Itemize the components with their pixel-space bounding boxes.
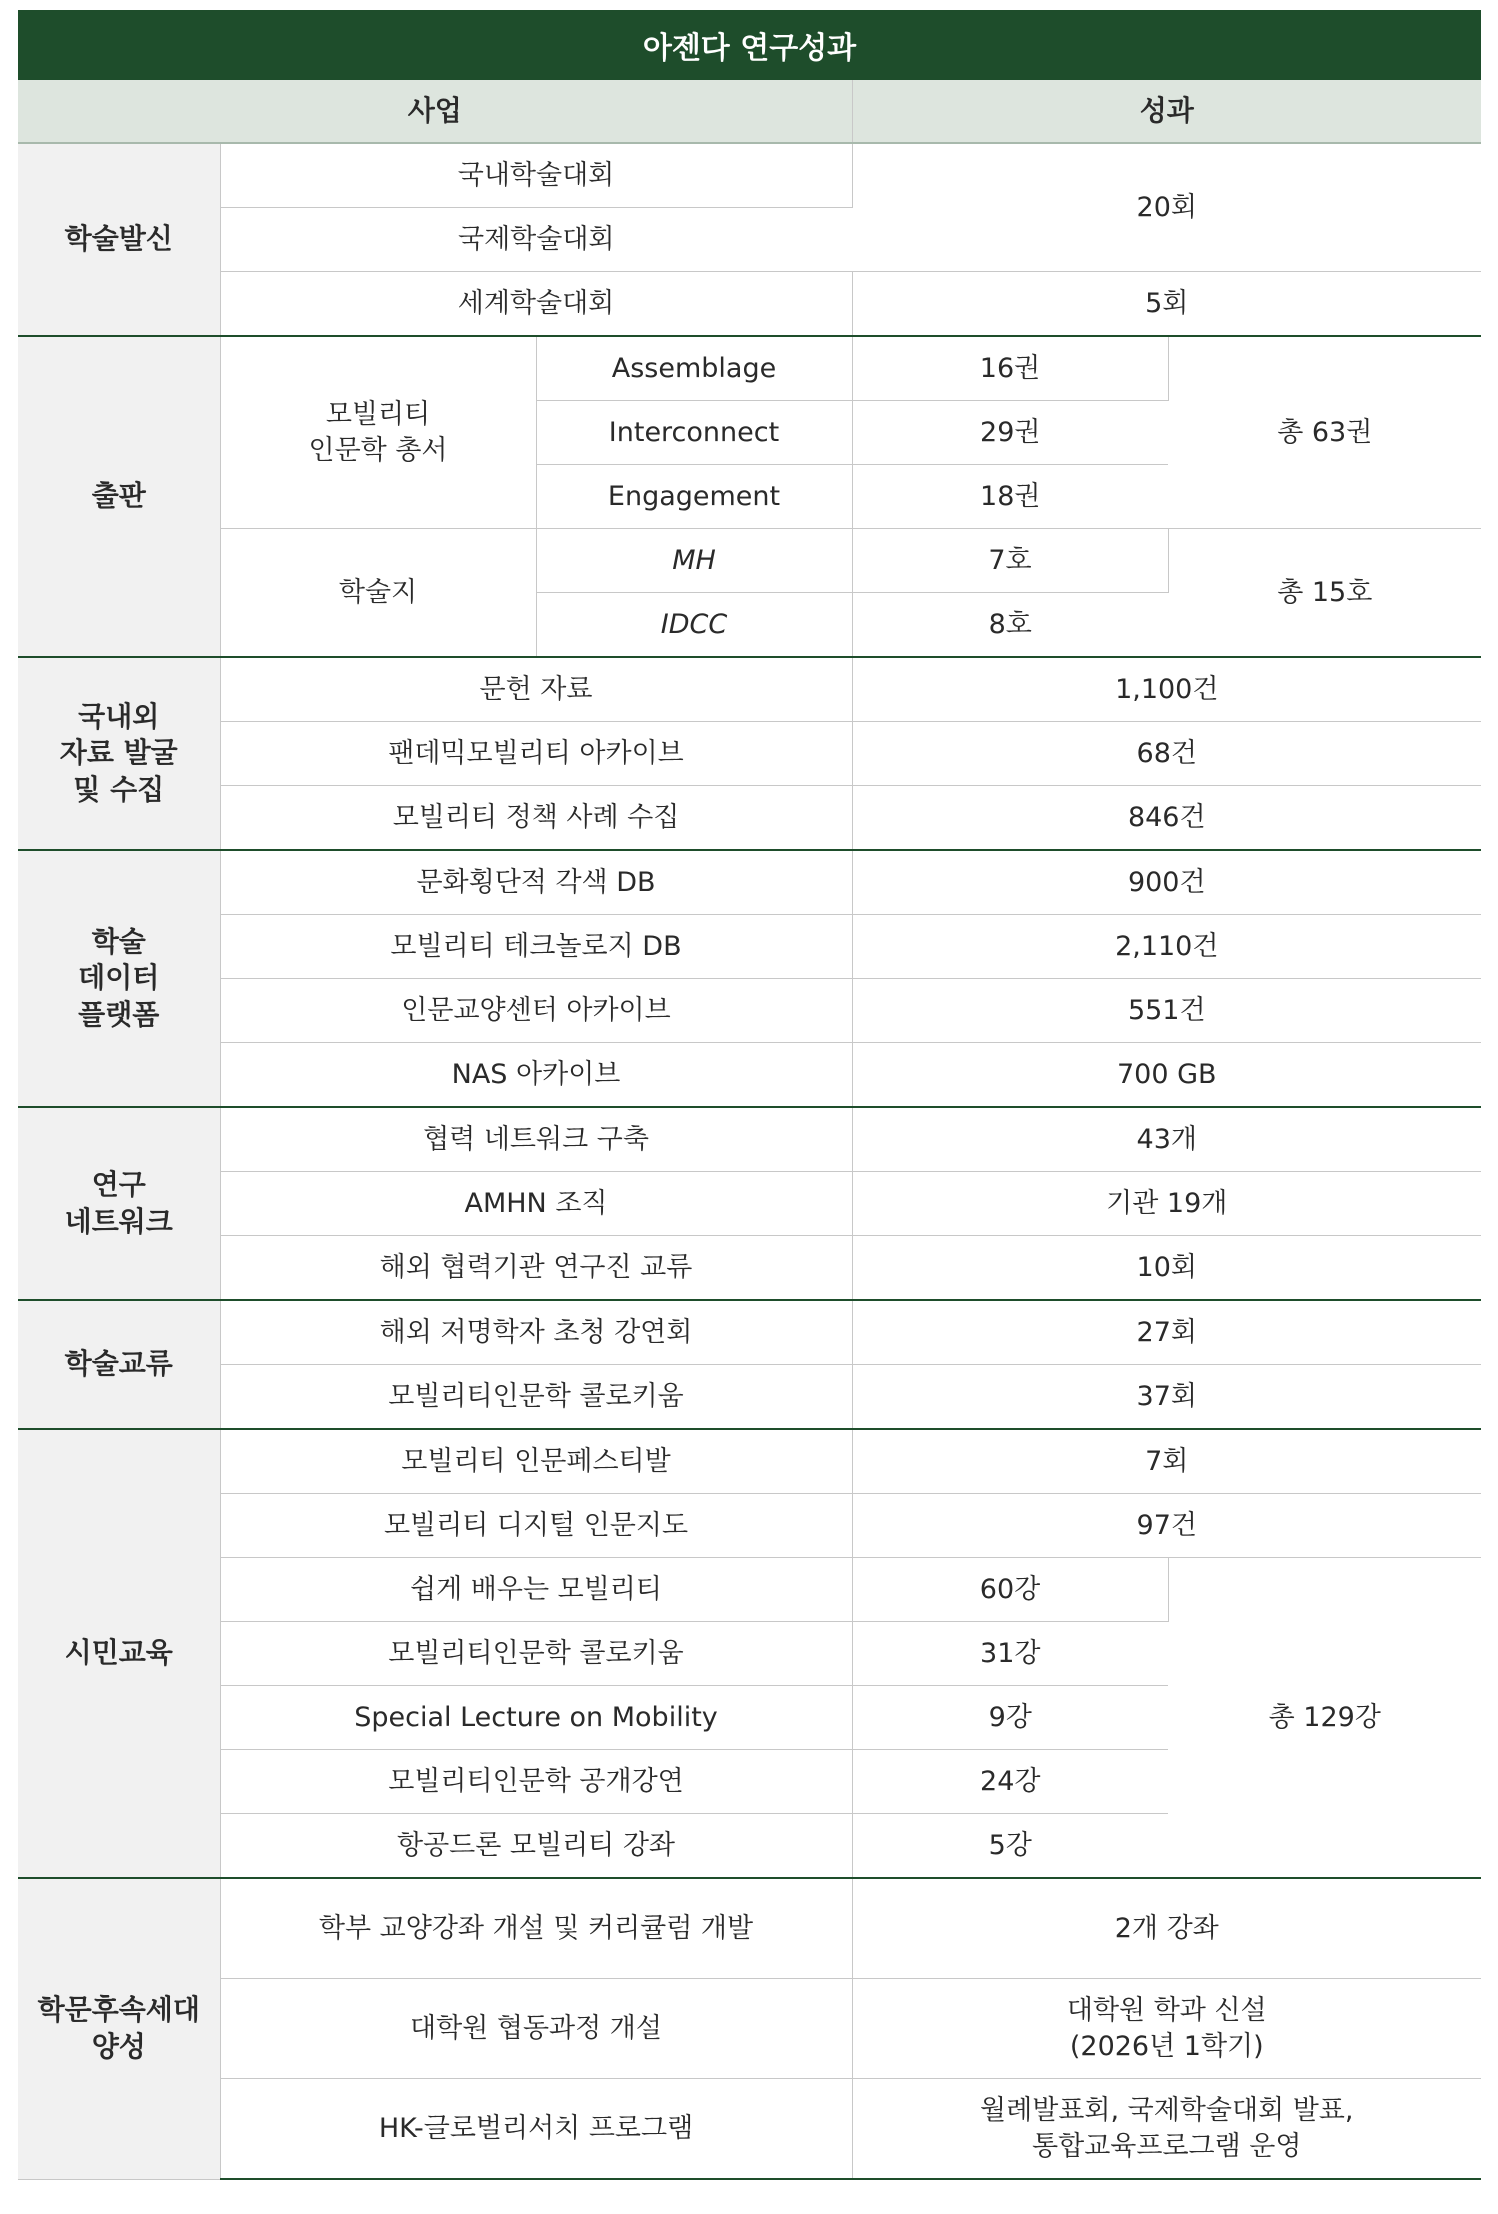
- row-label: 해외 협력기관 연구진 교류: [220, 1236, 852, 1301]
- table-row: [18, 657, 1481, 722]
- row-label: 문헌 자료: [220, 657, 852, 722]
- lecture-label: 항공드론 모빌리티 강좌: [220, 1814, 852, 1879]
- row-value: 900건: [852, 850, 1481, 915]
- row-value: 97건: [852, 1494, 1481, 1558]
- row-value: 27회: [852, 1300, 1481, 1365]
- lectures-total: 총 129강: [1168, 1558, 1481, 1879]
- row-label: 대학원 협동과정 개설: [220, 1979, 852, 2079]
- series-total: 총 63권: [1168, 336, 1481, 529]
- row-label: HK-글로벌리서치 프로그램: [220, 2079, 852, 2180]
- table-row: [18, 722, 1481, 786]
- item-label: Engagement: [536, 465, 852, 529]
- row-label: 인문교양센터 아카이브: [220, 979, 852, 1043]
- header-result: 성과: [852, 80, 1481, 143]
- item-label: IDCC: [536, 593, 852, 658]
- lecture-value: 24강: [852, 1750, 1168, 1814]
- table-row: [18, 1172, 1481, 1236]
- item-label: Interconnect: [536, 401, 852, 465]
- category-data-collection: 국내외 자료 발굴 및 수집: [18, 657, 220, 850]
- row-value: 551건: [852, 979, 1481, 1043]
- row-value: 대학원 학과 신설 (2026년 1학기): [852, 1979, 1481, 2079]
- row-value: 5회: [852, 272, 1481, 337]
- row-value: 7회: [852, 1429, 1481, 1494]
- header-project: 사업: [18, 80, 852, 143]
- lecture-label: 모빌리티인문학 공개강연: [220, 1750, 852, 1814]
- table-row: [18, 1979, 1481, 2079]
- item-value: 7호: [852, 529, 1168, 593]
- lecture-label: 쉽게 배우는 모빌리티: [220, 1558, 852, 1622]
- row-label: 학부 교양강좌 개설 및 커리큘럼 개발: [220, 1878, 852, 1979]
- header-row: [18, 80, 1481, 143]
- row-value: 2개 강좌: [852, 1878, 1481, 1979]
- row-value: 월례발표회, 국제학술대회 발표, 통합교육프로그램 운영: [852, 2079, 1481, 2180]
- subcategory-series: 모빌리티 인문학 총서: [220, 336, 536, 529]
- category-publication: 출판: [18, 336, 220, 657]
- lecture-label: 모빌리티인문학 콜로키움: [220, 1622, 852, 1686]
- row-value: 기관 19개: [852, 1172, 1481, 1236]
- row-label: 세계학술대회: [220, 272, 852, 337]
- row-label: 모빌리티 디지털 인문지도: [220, 1494, 852, 1558]
- row-label: 국내학술대회: [220, 143, 852, 208]
- table-row: [18, 1878, 1481, 1979]
- table-row: [18, 979, 1481, 1043]
- item-value: 8호: [852, 593, 1168, 658]
- row-label: 국제학술대회: [220, 208, 852, 272]
- table-row: [18, 1558, 1481, 1622]
- row-label: 해외 저명학자 초청 강연회: [220, 1300, 852, 1365]
- row-value-merged: 20회: [852, 143, 1481, 272]
- table-row: [18, 1107, 1481, 1172]
- table-row: [18, 850, 1481, 915]
- row-label: 팬데믹모빌리티 아카이브: [220, 722, 852, 786]
- row-value: 700 GB: [852, 1043, 1481, 1108]
- item-label: MH: [536, 529, 852, 593]
- results-table-container: [18, 10, 1481, 2180]
- table-row: [18, 2079, 1481, 2180]
- results-table: [18, 80, 1481, 2180]
- row-label: 모빌리티 정책 사례 수집: [220, 786, 852, 851]
- lecture-value: 5강: [852, 1814, 1168, 1879]
- row-label: 협력 네트워크 구축: [220, 1107, 852, 1172]
- row-value: 68건: [852, 722, 1481, 786]
- item-value: 29권: [852, 401, 1168, 465]
- table-title: 아젠다 연구성과: [18, 10, 1481, 80]
- table-row: [18, 1429, 1481, 1494]
- row-label: 모빌리티 인문페스티발: [220, 1429, 852, 1494]
- item-value: 16권: [852, 336, 1168, 401]
- lecture-value: 60강: [852, 1558, 1168, 1622]
- table-row: [18, 529, 1481, 593]
- category-academic-exchange: 학술교류: [18, 1300, 220, 1429]
- row-value: 846건: [852, 786, 1481, 851]
- table-row: [18, 143, 1481, 208]
- table-row: [18, 786, 1481, 851]
- category-civic-education: 시민교육: [18, 1429, 220, 1878]
- row-label: 문화횡단적 각색 DB: [220, 850, 852, 915]
- row-label: 모빌리티 테크놀로지 DB: [220, 915, 852, 979]
- table-row: [18, 1236, 1481, 1301]
- row-value: 43개: [852, 1107, 1481, 1172]
- row-label: 모빌리티인문학 콜로키움: [220, 1365, 852, 1430]
- table-row: [18, 336, 1481, 401]
- category-academic-dissemination: 학술발신: [18, 143, 220, 336]
- lecture-value: 9강: [852, 1686, 1168, 1750]
- table-row: [18, 1494, 1481, 1558]
- table-row: [18, 1300, 1481, 1365]
- table-row: [18, 915, 1481, 979]
- table-row: [18, 272, 1481, 337]
- category-research-network: 연구 네트워크: [18, 1107, 220, 1300]
- lecture-label: Special Lecture on Mobility: [220, 1686, 852, 1750]
- category-data-platform: 학술 데이터 플랫폼: [18, 850, 220, 1107]
- item-value: 18권: [852, 465, 1168, 529]
- row-value: 2,110건: [852, 915, 1481, 979]
- table-row: [18, 1365, 1481, 1430]
- journal-total: 총 15호: [1168, 529, 1481, 658]
- category-next-generation: 학문후속세대 양성: [18, 1878, 220, 2179]
- item-label: Assemblage: [536, 336, 852, 401]
- subcategory-journal: 학술지: [220, 529, 536, 658]
- row-label: NAS 아카이브: [220, 1043, 852, 1108]
- lecture-value: 31강: [852, 1622, 1168, 1686]
- table-row: [18, 1043, 1481, 1108]
- row-value: 10회: [852, 1236, 1481, 1301]
- row-label: AMHN 조직: [220, 1172, 852, 1236]
- row-value: 1,100건: [852, 657, 1481, 722]
- row-value: 37회: [852, 1365, 1481, 1430]
